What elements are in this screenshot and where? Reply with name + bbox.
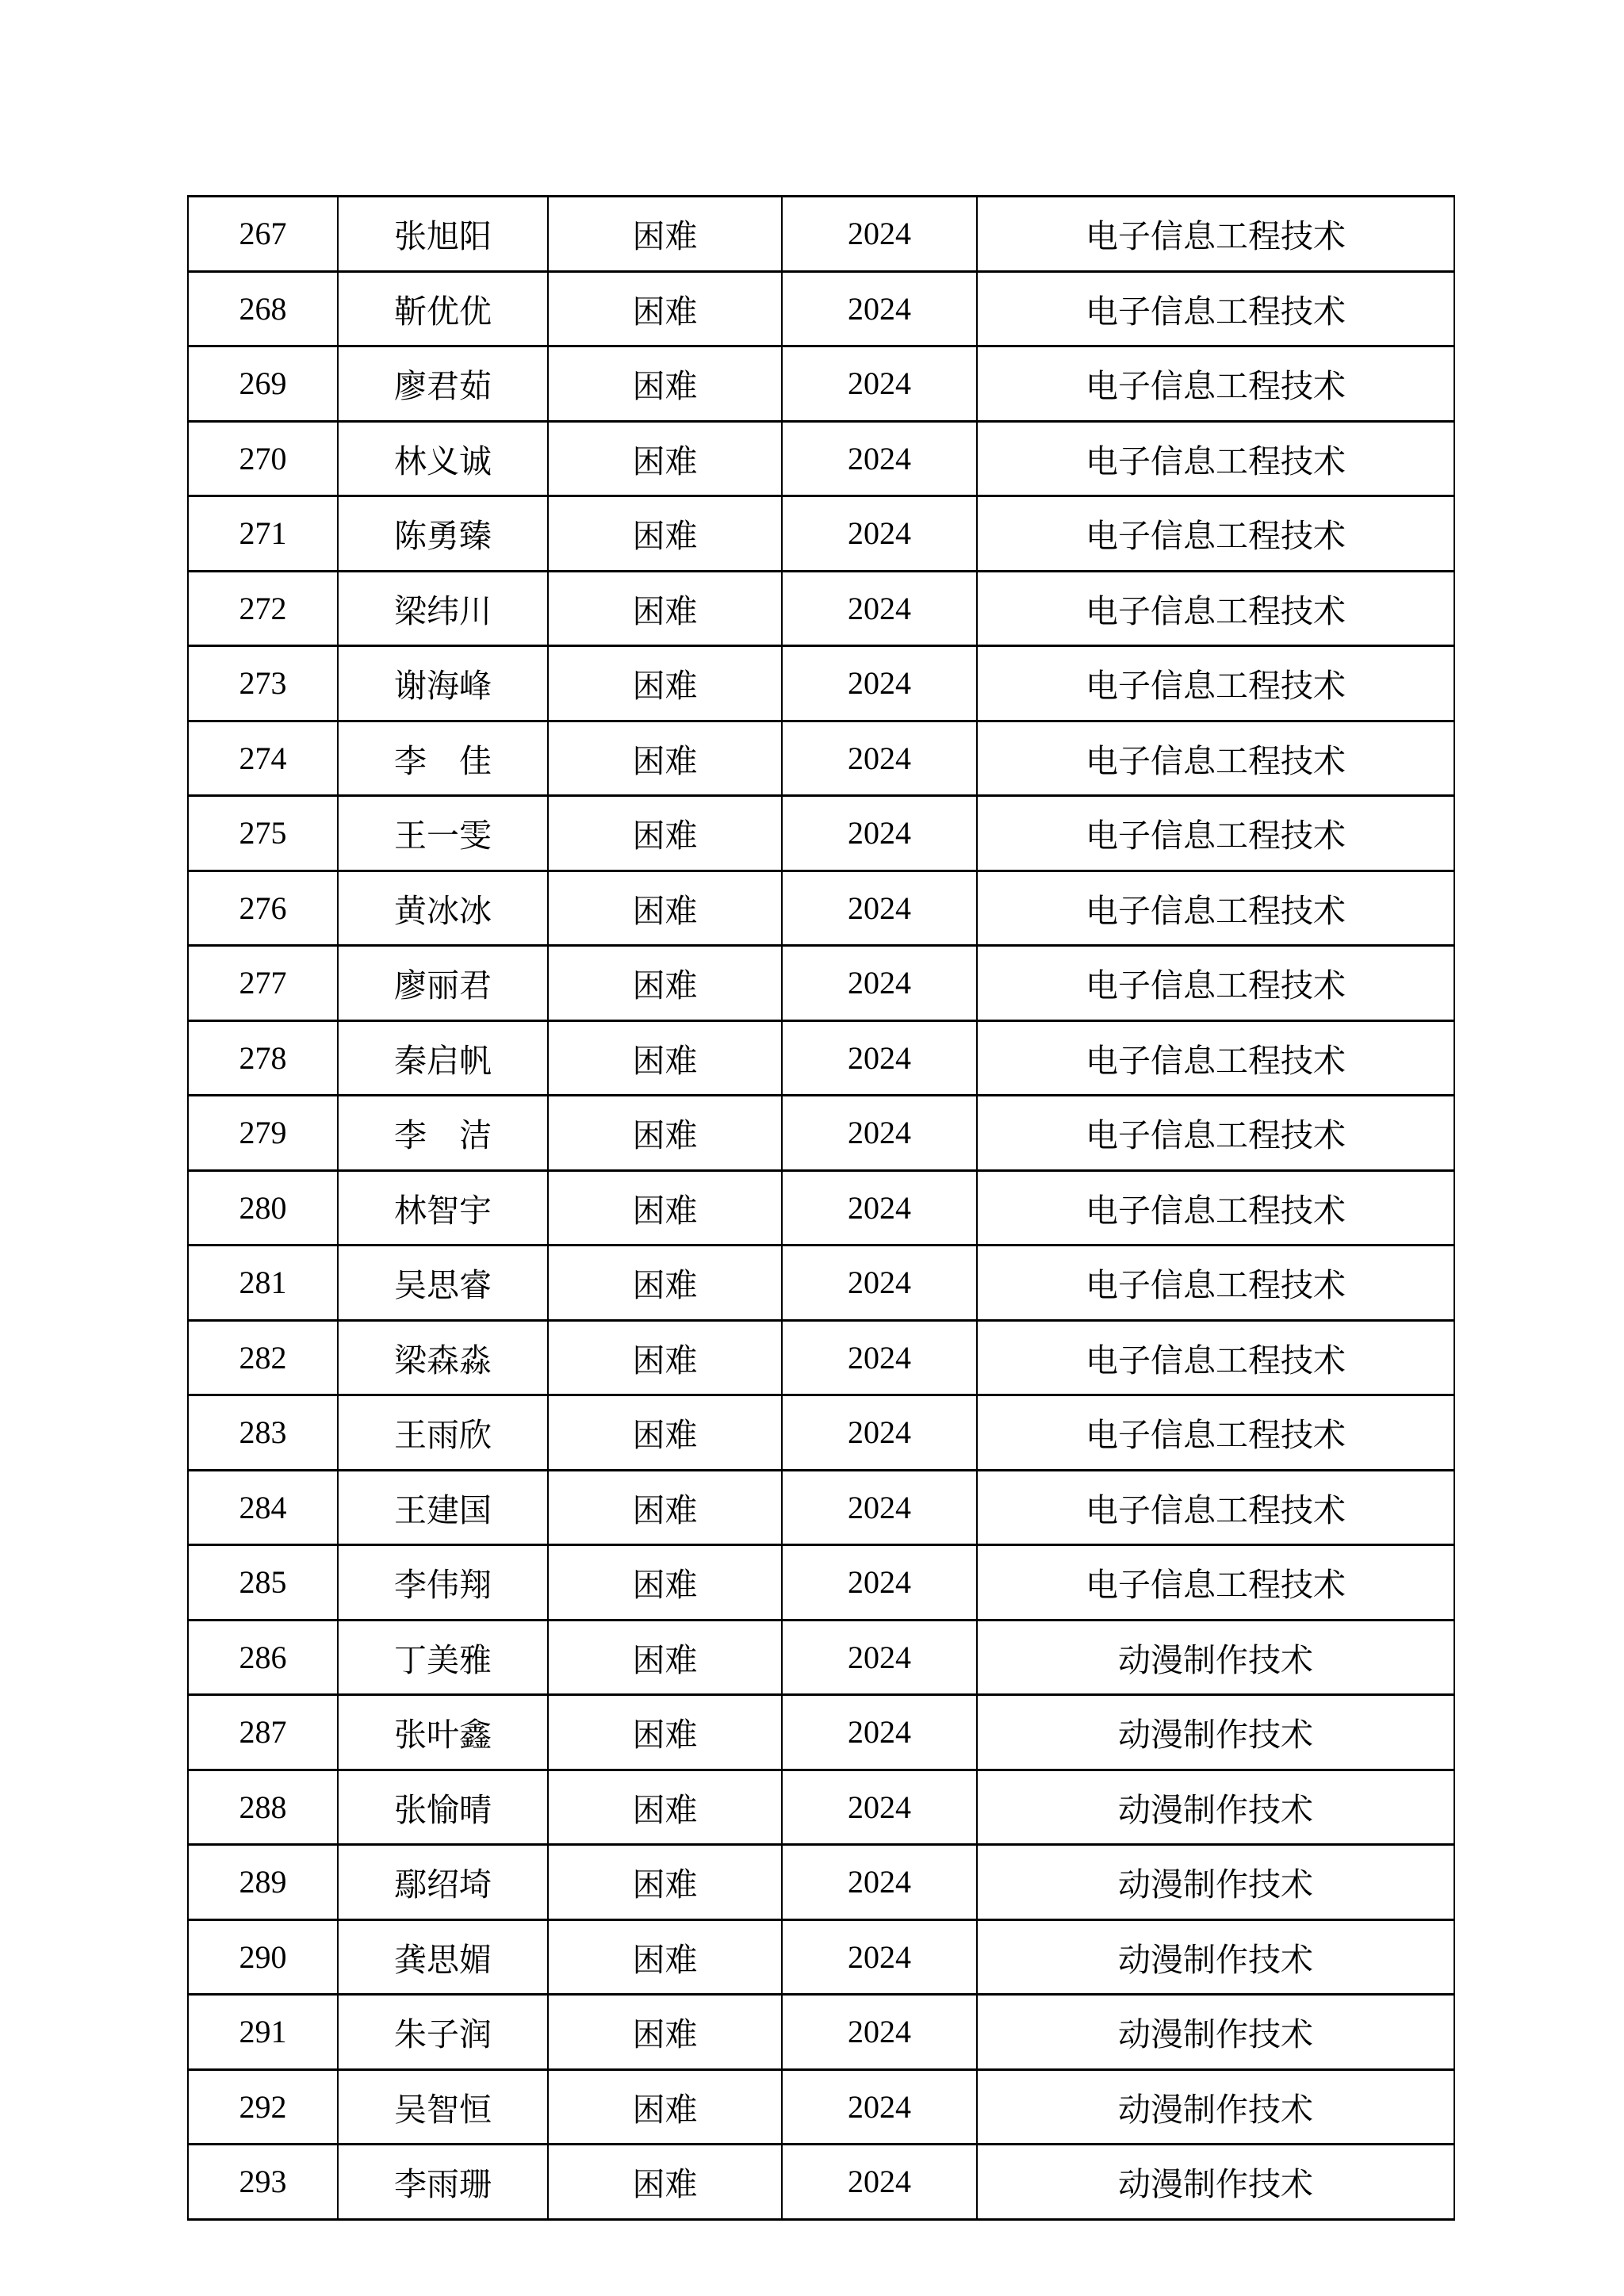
cell-major: 动漫制作技术 <box>977 2145 1454 2220</box>
cell-difficulty-status: 困难 <box>548 1170 782 1246</box>
cell-difficulty-status: 困难 <box>548 1770 782 1845</box>
table-row <box>188 1320 1454 1395</box>
cell-serial-number: 287 <box>188 1695 338 1770</box>
cell-major: 电子信息工程技术 <box>977 1395 1454 1471</box>
cell-major: 电子信息工程技术 <box>977 1545 1454 1621</box>
cell-serial-number: 274 <box>188 721 338 796</box>
cell-serial-number: 269 <box>188 346 338 422</box>
table-row <box>188 1620 1454 1695</box>
cell-difficulty-status: 困难 <box>548 571 782 646</box>
cell-student-name: 王建国 <box>338 1470 548 1545</box>
cell-enrollment-year: 2024 <box>782 1170 977 1246</box>
table-row <box>188 1845 1454 1920</box>
cell-student-name: 吴思睿 <box>338 1246 548 1321</box>
cell-difficulty-status: 困难 <box>548 1470 782 1545</box>
cell-serial-number: 293 <box>188 2145 338 2220</box>
cell-major: 电子信息工程技术 <box>977 1470 1454 1545</box>
table-row <box>188 1246 1454 1321</box>
cell-serial-number: 289 <box>188 1845 338 1920</box>
cell-enrollment-year: 2024 <box>782 271 977 346</box>
cell-major: 电子信息工程技术 <box>977 1246 1454 1321</box>
cell-student-name: 廖丽君 <box>338 946 548 1021</box>
cell-enrollment-year: 2024 <box>782 571 977 646</box>
cell-difficulty-status: 困难 <box>548 496 782 572</box>
cell-enrollment-year: 2024 <box>782 1845 977 1920</box>
cell-student-name: 李雨珊 <box>338 2145 548 2220</box>
cell-difficulty-status: 困难 <box>548 721 782 796</box>
cell-difficulty-status: 困难 <box>548 1246 782 1321</box>
cell-serial-number: 282 <box>188 1320 338 1395</box>
cell-serial-number: 271 <box>188 496 338 572</box>
table-row <box>188 721 1454 796</box>
cell-enrollment-year: 2024 <box>782 1919 977 1995</box>
cell-difficulty-status: 困难 <box>548 1020 782 1096</box>
cell-serial-number: 277 <box>188 946 338 1021</box>
cell-student-name: 吴智恒 <box>338 2069 548 2145</box>
cell-serial-number: 273 <box>188 646 338 721</box>
cell-difficulty-status: 困难 <box>548 271 782 346</box>
cell-enrollment-year: 2024 <box>782 1545 977 1621</box>
cell-student-name: 张旭阳 <box>338 197 548 272</box>
cell-student-name: 黄冰冰 <box>338 871 548 946</box>
cell-major: 电子信息工程技术 <box>977 1170 1454 1246</box>
table-row <box>188 496 1454 572</box>
table-row <box>188 1919 1454 1995</box>
cell-serial-number: 286 <box>188 1620 338 1695</box>
cell-enrollment-year: 2024 <box>782 1246 977 1321</box>
table-row <box>188 2069 1454 2145</box>
cell-major: 电子信息工程技术 <box>977 1020 1454 1096</box>
cell-major: 电子信息工程技术 <box>977 946 1454 1021</box>
cell-enrollment-year: 2024 <box>782 2145 977 2220</box>
cell-serial-number: 291 <box>188 1995 338 2070</box>
cell-major: 电子信息工程技术 <box>977 796 1454 871</box>
table-row <box>188 571 1454 646</box>
cell-student-name: 王一雯 <box>338 796 548 871</box>
table-row <box>188 1170 1454 1246</box>
cell-serial-number: 275 <box>188 796 338 871</box>
cell-enrollment-year: 2024 <box>782 346 977 422</box>
cell-major: 电子信息工程技术 <box>977 197 1454 272</box>
cell-enrollment-year: 2024 <box>782 796 977 871</box>
cell-difficulty-status: 困难 <box>548 421 782 496</box>
cell-serial-number: 278 <box>188 1020 338 1096</box>
table-row <box>188 1470 1454 1545</box>
cell-student-name: 陈勇臻 <box>338 496 548 572</box>
table-body <box>188 197 1454 2220</box>
table-row <box>188 946 1454 1021</box>
cell-major: 电子信息工程技术 <box>977 871 1454 946</box>
cell-difficulty-status: 困难 <box>548 646 782 721</box>
table-row <box>188 1995 1454 2070</box>
cell-major: 电子信息工程技术 <box>977 721 1454 796</box>
cell-major: 动漫制作技术 <box>977 1845 1454 1920</box>
cell-student-name: 谢海峰 <box>338 646 548 721</box>
cell-major: 电子信息工程技术 <box>977 1320 1454 1395</box>
cell-serial-number: 276 <box>188 871 338 946</box>
cell-student-name: 龚思媚 <box>338 1919 548 1995</box>
cell-major: 动漫制作技术 <box>977 2069 1454 2145</box>
cell-student-name: 林智宇 <box>338 1170 548 1246</box>
table-row <box>188 346 1454 422</box>
cell-major: 电子信息工程技术 <box>977 496 1454 572</box>
cell-difficulty-status: 困难 <box>548 2069 782 2145</box>
table-row <box>188 646 1454 721</box>
cell-student-name: 秦启帆 <box>338 1020 548 1096</box>
cell-enrollment-year: 2024 <box>782 197 977 272</box>
cell-difficulty-status: 困难 <box>548 197 782 272</box>
cell-enrollment-year: 2024 <box>782 1470 977 1545</box>
table-row <box>188 1395 1454 1471</box>
table-row <box>188 1096 1454 1171</box>
cell-enrollment-year: 2024 <box>782 1620 977 1695</box>
cell-student-name: 鄢绍埼 <box>338 1845 548 1920</box>
cell-enrollment-year: 2024 <box>782 496 977 572</box>
cell-major: 电子信息工程技术 <box>977 646 1454 721</box>
cell-difficulty-status: 困难 <box>548 1320 782 1395</box>
cell-difficulty-status: 困难 <box>548 346 782 422</box>
cell-student-name: 李 洁 <box>338 1096 548 1171</box>
cell-serial-number: 279 <box>188 1096 338 1171</box>
cell-serial-number: 290 <box>188 1919 338 1995</box>
cell-difficulty-status: 困难 <box>548 1995 782 2070</box>
cell-enrollment-year: 2024 <box>782 421 977 496</box>
cell-major: 动漫制作技术 <box>977 1620 1454 1695</box>
cell-difficulty-status: 困难 <box>548 1620 782 1695</box>
cell-difficulty-status: 困难 <box>548 1695 782 1770</box>
cell-serial-number: 272 <box>188 571 338 646</box>
cell-major: 动漫制作技术 <box>977 1695 1454 1770</box>
cell-difficulty-status: 困难 <box>548 1096 782 1171</box>
cell-student-name: 朱子润 <box>338 1995 548 2070</box>
table-row <box>188 1770 1454 1845</box>
cell-serial-number: 280 <box>188 1170 338 1246</box>
cell-major: 动漫制作技术 <box>977 1770 1454 1845</box>
cell-student-name: 梁纬川 <box>338 571 548 646</box>
cell-student-name: 靳优优 <box>338 271 548 346</box>
cell-serial-number: 270 <box>188 421 338 496</box>
table-row <box>188 1545 1454 1621</box>
cell-major: 电子信息工程技术 <box>977 271 1454 346</box>
student-roster-table <box>187 195 1455 2221</box>
table-row <box>188 197 1454 272</box>
cell-enrollment-year: 2024 <box>782 1995 977 2070</box>
table-row <box>188 796 1454 871</box>
table-row <box>188 271 1454 346</box>
cell-serial-number: 285 <box>188 1545 338 1621</box>
cell-enrollment-year: 2024 <box>782 646 977 721</box>
table-row <box>188 871 1454 946</box>
cell-difficulty-status: 困难 <box>548 796 782 871</box>
cell-major: 动漫制作技术 <box>977 1919 1454 1995</box>
cell-serial-number: 288 <box>188 1770 338 1845</box>
table-row <box>188 1695 1454 1770</box>
cell-major: 电子信息工程技术 <box>977 1096 1454 1171</box>
cell-serial-number: 283 <box>188 1395 338 1471</box>
cell-major: 电子信息工程技术 <box>977 571 1454 646</box>
cell-enrollment-year: 2024 <box>782 1096 977 1171</box>
cell-difficulty-status: 困难 <box>548 1545 782 1621</box>
cell-difficulty-status: 困难 <box>548 1919 782 1995</box>
cell-difficulty-status: 困难 <box>548 946 782 1021</box>
cell-enrollment-year: 2024 <box>782 871 977 946</box>
cell-serial-number: 267 <box>188 197 338 272</box>
cell-student-name: 廖君茹 <box>338 346 548 422</box>
cell-major: 电子信息工程技术 <box>977 421 1454 496</box>
cell-enrollment-year: 2024 <box>782 1020 977 1096</box>
cell-student-name: 王雨欣 <box>338 1395 548 1471</box>
cell-enrollment-year: 2024 <box>782 946 977 1021</box>
cell-difficulty-status: 困难 <box>548 1845 782 1920</box>
cell-enrollment-year: 2024 <box>782 1770 977 1845</box>
table-row <box>188 2145 1454 2220</box>
cell-student-name: 张叶鑫 <box>338 1695 548 1770</box>
cell-enrollment-year: 2024 <box>782 721 977 796</box>
cell-student-name: 李 佳 <box>338 721 548 796</box>
cell-student-name: 林义诚 <box>338 421 548 496</box>
cell-major: 动漫制作技术 <box>977 1995 1454 2070</box>
table-row <box>188 1020 1454 1096</box>
cell-difficulty-status: 困难 <box>548 871 782 946</box>
cell-enrollment-year: 2024 <box>782 1320 977 1395</box>
cell-difficulty-status: 困难 <box>548 2145 782 2220</box>
cell-enrollment-year: 2024 <box>782 2069 977 2145</box>
cell-serial-number: 284 <box>188 1470 338 1545</box>
cell-enrollment-year: 2024 <box>782 1695 977 1770</box>
cell-student-name: 张愉晴 <box>338 1770 548 1845</box>
cell-serial-number: 292 <box>188 2069 338 2145</box>
cell-major: 电子信息工程技术 <box>977 346 1454 422</box>
cell-student-name: 李伟翔 <box>338 1545 548 1621</box>
cell-difficulty-status: 困难 <box>548 1395 782 1471</box>
table-row <box>188 421 1454 496</box>
cell-enrollment-year: 2024 <box>782 1395 977 1471</box>
cell-serial-number: 268 <box>188 271 338 346</box>
cell-serial-number: 281 <box>188 1246 338 1321</box>
cell-student-name: 梁森淼 <box>338 1320 548 1395</box>
cell-student-name: 丁美雅 <box>338 1620 548 1695</box>
